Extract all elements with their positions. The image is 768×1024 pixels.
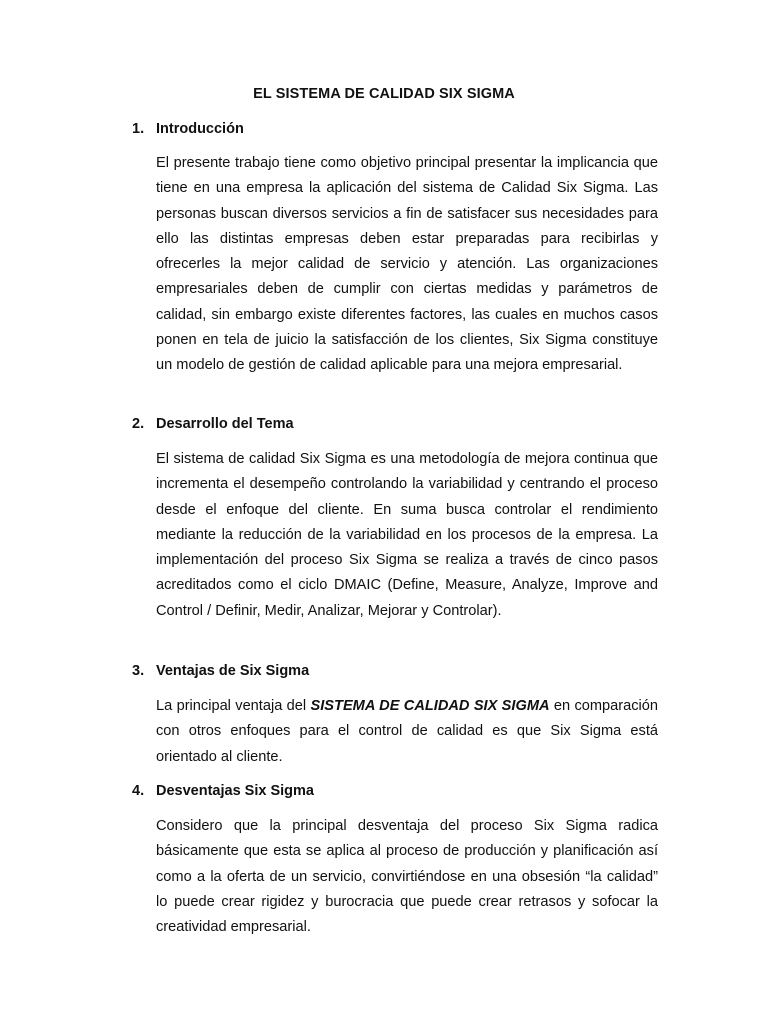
section-number: 4. bbox=[132, 783, 145, 799]
document-title: EL SISTEMA DE CALIDAD SIX SIGMA bbox=[253, 86, 515, 102]
section-body-introduccion: El presente trabajo tiene como objetivo principal presentar la implicancia que tiene en una empresa la aplicación del sistema de Calidad Six Sigma. Las personas buscan diversos servicios a fin de satisfacer sus necesidades para ello las distintas empresas deben estar preparadas para recibirlas y ofrecerles la mejor calidad de servicio y atención. Las organizaciones empresariales deben de cumplir con ciertas medidas y parámetros de calidad, sin embargo existe diferentes factores, las cuales en muchos casos ponen en tela de juicio la satisfacción de los clientes, Six Sigma constituye un modelo de gestión de calidad aplicable para una mejora empresarial. bbox=[156, 155, 658, 374]
section-heading-introduccion bbox=[132, 121, 244, 137]
section-body-desarrollo: El sistema de calidad Six Sigma es una metodología de mejora continua que incrementa el desempeño controlando la variabilidad y centrando el proceso desde el enfoque del cliente. En suma busca controlar el rendimiento mediante la reducción de la variabilidad en los procesos de la empresa. La implementación del proceso Six Sigma se realiza a través de cinco pasos acreditados como el ciclo DMAIC (Define, Measure, Analyze, Improve and Control / Definir, Medir, Analizar, Mejorar y Controlar). bbox=[156, 451, 658, 619]
section-number: 3. bbox=[132, 663, 145, 679]
section-heading-ventajas bbox=[132, 663, 309, 679]
section-title: Ventajas de Six Sigma bbox=[156, 663, 310, 679]
section-title: Introducción bbox=[156, 121, 244, 137]
section-title: Desventajas Six Sigma bbox=[156, 783, 314, 799]
emphasized-system-name: SISTEMA DE CALIDAD SIX SIGMA bbox=[310, 698, 550, 714]
body-text-suffix: en comparación con otros enfoques para el control de calidad es que Six Sigma está orientado al cliente. bbox=[156, 698, 659, 765]
section-title: Desarrollo del Tema bbox=[156, 416, 294, 432]
section-body-ventajas bbox=[156, 694, 658, 770]
section-heading-desventajas bbox=[132, 783, 314, 799]
body-text-prefix: La principal ventaja del bbox=[156, 698, 307, 714]
section-number: 2. bbox=[132, 416, 145, 432]
section-body-desventajas: Considero que la principal desventaja del proceso Six Sigma radica básicamente que esta se aplica al proceso de producción y planificación así como a la oferta de un servicio, convirtiéndose en una obsesión “la calidad” lo puede crear rigidez y burocracia que puede crear retrasos y sofocar la creatividad empresarial. bbox=[156, 818, 658, 936]
section-heading-desarrollo bbox=[132, 416, 294, 432]
section-number: 1. bbox=[132, 121, 145, 137]
